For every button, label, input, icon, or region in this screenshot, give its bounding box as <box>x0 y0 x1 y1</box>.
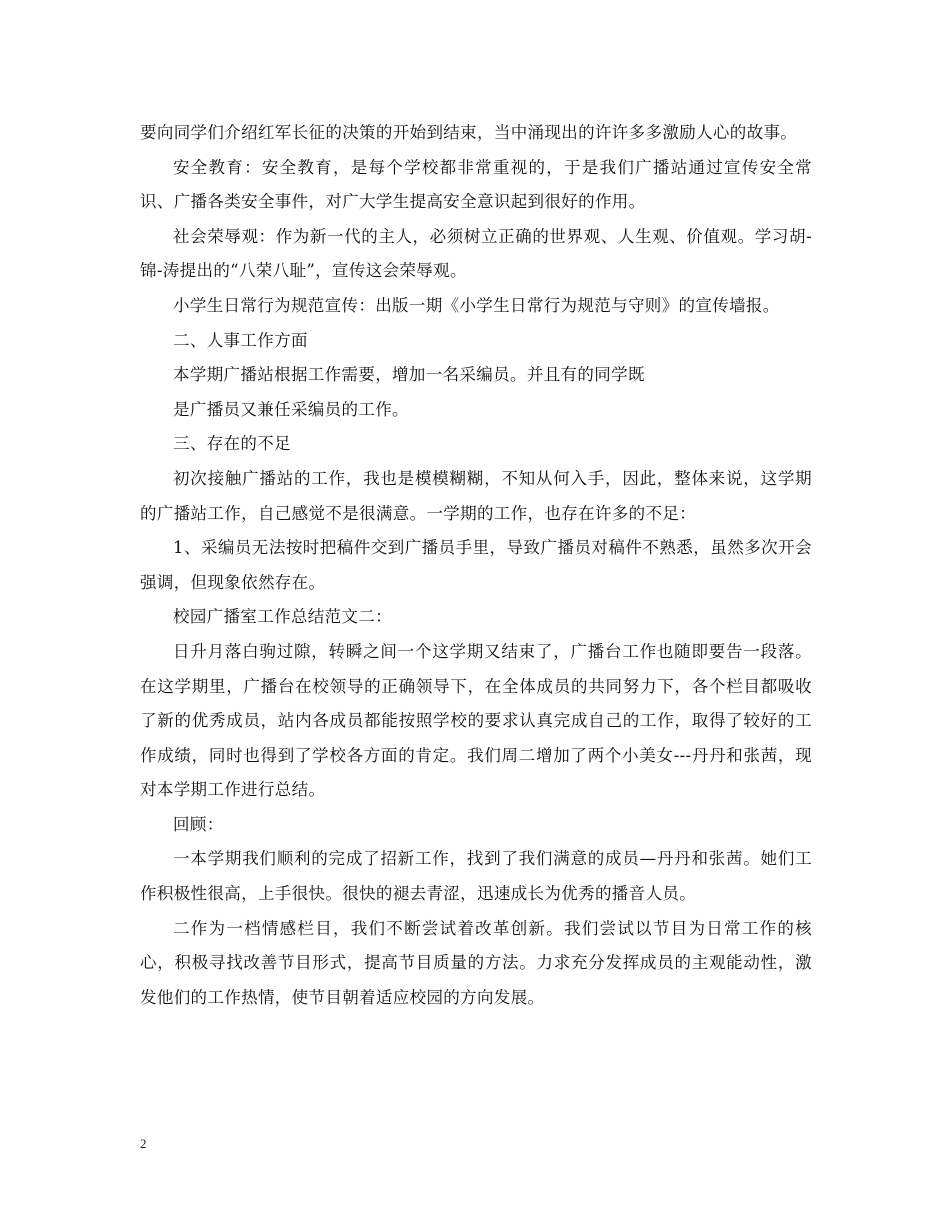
document-body <box>140 116 812 1015</box>
paragraph-review-1: 一本学期我们顺利的完成了招新工作，找到了我们满意的成员—丹丹和张茜。她们工作积极性很高，上手很快。很快的褪去青涩，迅速成长为优秀的播音人员。 <box>140 849 812 904</box>
section-heading-personnel: 二、人事工作方面 <box>173 330 308 350</box>
paragraph-behavior-norms: 小学生日常行为规范宣传：出版一期《小学生日常行为规范与守则》的宣传墙报。 <box>173 295 780 315</box>
paragraph-social-values: 社会荣辱观：作为新一代的主人，必须树立正确的世界观、人生观、价值观。学习胡-锦-涛提出的“八荣八耻”，宣传这会荣辱观。 <box>140 226 812 281</box>
paragraph-review-2: 二作为一档情感栏目，我们不断尝试着改革创新。我们尝试以节目为日常工作的核心，积极寻找改善节目形式，提高节目质量的方法。力求充分发挥成员的主观能动性，激发他们的工作热情，使节目朝着适应校园的方向发展。 <box>140 918 812 1007</box>
paragraph-safety-education: 安全教育：安全教育，是每个学校都非常重视的，于是我们广播站通过宣传安全常识、广播各类安全事件，对广大学生提高安全意识起到很好的作用。 <box>140 157 812 212</box>
paragraph-continuation: 要向同学们介绍红军长征的决策的开始到结束，当中涌现出的许许多多激励人心的故事。 <box>140 123 798 142</box>
heading-review: 回顾： <box>173 814 224 834</box>
section-heading-shortcomings: 三、存在的不足 <box>173 434 291 454</box>
paragraph-shortcomings-intro: 初次接触广播站的工作，我也是模模糊糊，不知从何入手，因此，整体来说，这学期的广播站工作，自己感觉不是很满意。一学期的工作，也存在许多的不足： <box>140 468 812 523</box>
paragraph-sample-two-intro: 日升月落白驹过隙，转瞬之间一个这学期又结束了，广播台工作也随即要告一段落。在这学期里，广播台在校领导的正确领导下，在全体成员的共同努力下，各个栏目都吸收了新的优秀成员，站内各成员都能按照学校的要求认真完成自己的工作，取得了较好的工作成绩，同时也得到了学校各方面的肯定。我们周二增加了两个小美女---丹丹和张茜，现对本学期工作进行总结。 <box>140 641 812 800</box>
heading-sample-two: 校园广播室工作总结范文二： <box>173 607 393 627</box>
paragraph-personnel-line-2: 是广播员又兼任采编员的工作。 <box>173 399 409 419</box>
paragraph-personnel-line-1: 本学期广播站根据工作需要，增加一名采编员。并且有的同学既 <box>173 365 645 385</box>
page-number: 2 <box>140 1136 147 1151</box>
paragraph-shortcoming-1: 1、采编员无法按时把稿件交到广播员手里，导致广播员对稿件不熟悉，虽然多次开会强调，但现象依然存在。 <box>140 538 812 592</box>
